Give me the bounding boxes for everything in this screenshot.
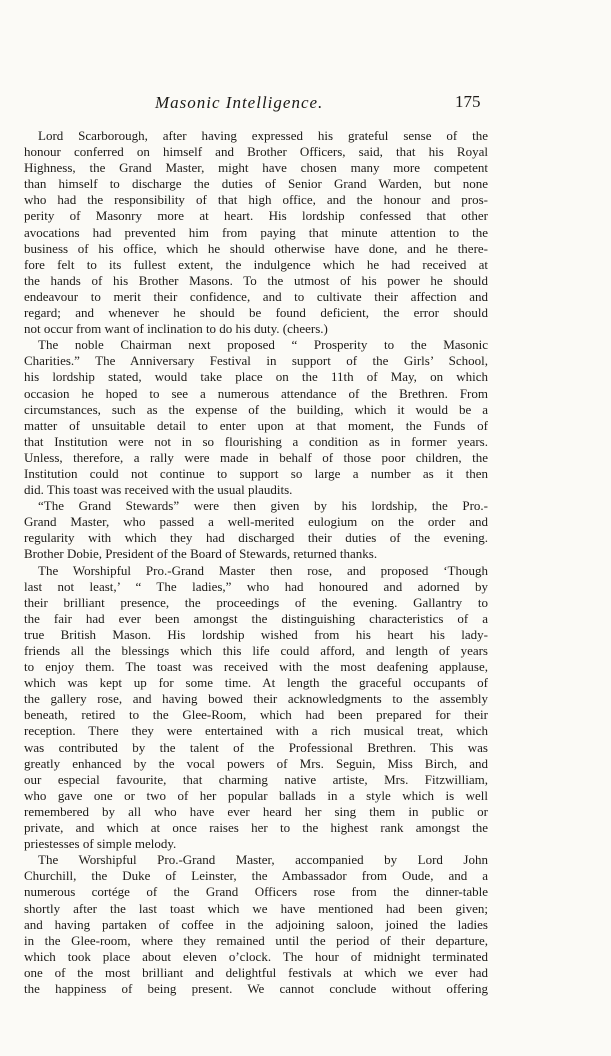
text-line: the gallery rose, and having bowed their acknowledgments to the assembly: [24, 691, 488, 707]
text-line: Highness, the Grand Master, might have chosen many more competent: [24, 160, 488, 176]
text-line: avocations had prevented him from paying that minute attention to the: [24, 224, 488, 240]
text-line: matter of unsuitable detail to enter upon at that moment, the Funds of: [24, 417, 488, 433]
text-line: occasion he hoped to see a numerous attendance of the Brethren. From: [24, 385, 488, 401]
text-line: The Worshipful Pro.-Grand Master, accompanied by Lord John: [38, 852, 488, 868]
text-line: Lord Scarborough, after having expressed his grateful sense of the: [38, 128, 488, 143]
text-line: to enjoy them. The toast was received with the most deafening applause,: [24, 659, 488, 675]
text-line: Unless, therefore, a rally were made in behalf of those poor children, the: [24, 449, 488, 465]
text-line: The noble Chairman next proposed “ Prosperity to the Masonic: [38, 337, 488, 353]
text-line: remembered by all who have ever heard her sing them in public or: [24, 803, 488, 819]
text-line: regard; and whenever he should be found deficient, the error should: [24, 305, 488, 321]
text-line: greatly enhanced by the vocal powers of Mrs. Seguin, Miss Birch, and: [24, 755, 488, 771]
text-line: Grand Master, who passed a well-merited eulogium on the order and: [24, 514, 488, 530]
text-line: the happiness of being present. We cannot conclude without offering: [24, 980, 488, 996]
text-line: the hands of his Brother Masons. To the utmost of his power he should: [24, 272, 488, 288]
text-line: endeavour to merit their confidence, and to cultivate their affection and: [24, 288, 488, 304]
text-line: our especial favourite, that charming native artiste, Mrs. Fitzwilliam,: [24, 771, 488, 787]
text-line: perity of Masonry more at heart. His lordship confessed that other: [24, 208, 488, 224]
text-line: circumstances, such as the expense of the building, which it would be a: [24, 401, 488, 417]
text-line: who gave one or two of her popular ballads in a style which is well: [24, 787, 488, 803]
text-line: last not least,’ “ The ladies,” who had honoured and adorned by: [24, 578, 488, 594]
text-line: honour conferred on himself and Brother Officers, said, that his Royal: [24, 144, 488, 160]
text-line: “The Grand Stewards” were then given by his lordship, the Pro.-: [38, 498, 488, 514]
text-line: regularity with which they had discharged their duties of the evening.: [24, 530, 488, 546]
text-line: was contributed by the talent of the Professional Brethren. This was: [24, 739, 488, 755]
text-line: shortly after the last toast which we have mentioned had been given;: [24, 900, 488, 916]
text-line: private, and which at once raises her to the highest rank amongst the: [24, 820, 488, 836]
running-title: Masonic Intelligence.: [155, 93, 324, 112]
text-line: Brother Dobie, President of the Board of Stewards, returned thanks.: [24, 546, 378, 562]
text-line: The Worshipful Pro.-Grand Master then rose, and proposed ‘Though: [38, 562, 488, 578]
text-line: the fair had ever been amongst the distinguishing characteristics of a: [24, 610, 488, 626]
text-line: did. This toast was received with the usual plaudits.: [24, 482, 293, 498]
text-line: fore felt to its fullest extent, the indulgence which he had received at: [24, 256, 488, 272]
text-line: which took place about eleven o’clock. The hour of midnight terminated: [24, 948, 488, 964]
text-line: reception. There they were entertained with a rich musical treat, which: [24, 723, 488, 739]
text-line: which was kept up for some time. At length the graceful occupants of: [24, 675, 488, 691]
running-head: [0, 93, 611, 115]
text-line: in the Glee-room, where they remained until the period of their departure,: [24, 932, 488, 948]
text-line: business of his office, which he should otherwise have done, and he there-: [24, 240, 488, 256]
text-line: Institution could not continue to support so large a number as it then: [24, 465, 488, 481]
text-line: their brilliant presence, the proceedings of the evening. Gallantry to: [24, 594, 488, 610]
text-line: true British Mason. His lordship wished from his heart his lady-: [24, 626, 488, 642]
text-line: that Institution were not in so flourishing a condition as in former years.: [24, 433, 488, 449]
text-line: his lordship stated, would take place on the 11th of May, on which: [24, 369, 488, 385]
text-line: numerous cortége of the Grand Officers rose from the dinner-table: [24, 884, 488, 900]
text-line: friends all the blessings which this life could afford, and length of years: [24, 643, 488, 658]
page-number: 175: [455, 92, 481, 111]
text-line: and having partaken of coffee in the adjoining saloon, joined the ladies: [24, 916, 488, 932]
text-line: one of the most brilliant and delightful festivals at which we ever had: [24, 964, 488, 980]
body-text: [24, 128, 488, 997]
text-line: who had the responsibility of that high office, and the honour and pros-: [24, 192, 488, 208]
text-line: beneath, retired to the Glee-Room, which had been prepared for their: [24, 707, 488, 723]
text-line: than himself to discharge the duties of Senior Grand Warden, but none: [24, 176, 488, 192]
text-line: Charities.” The Anniversary Festival in support of the Girls’ School,: [24, 353, 488, 369]
text-line: priestesses of simple melody.: [24, 836, 177, 852]
text-line: not occur from want of inclination to do his duty. (cheers.): [24, 321, 328, 337]
text-line: Churchill, the Duke of Leinster, the Ambassador from Oude, and a: [24, 868, 488, 884]
